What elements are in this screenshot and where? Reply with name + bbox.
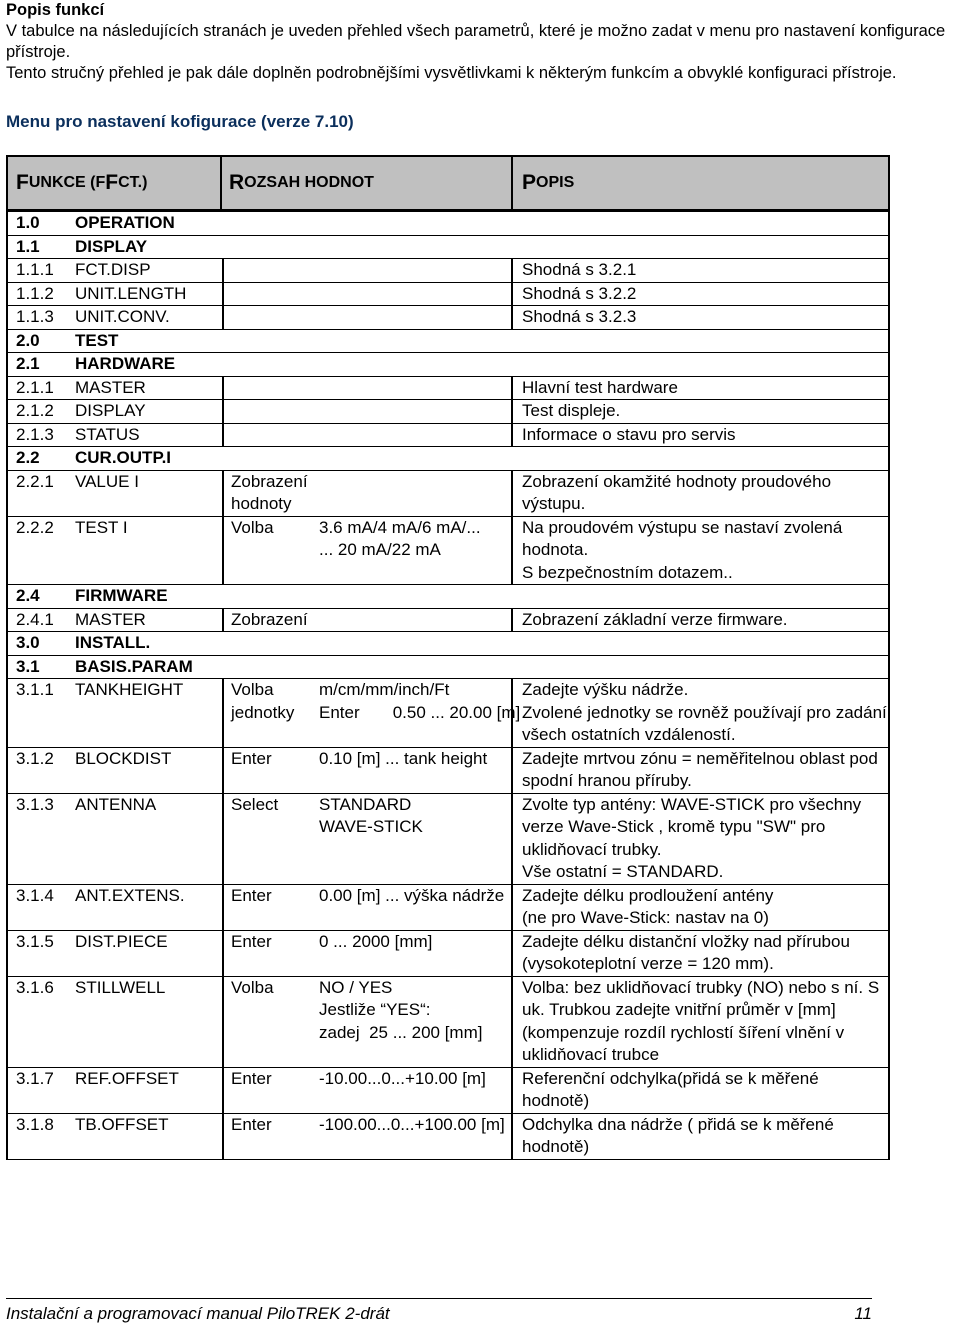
table-row [8, 794, 888, 885]
table-row [8, 885, 888, 931]
row-number: 2.2.2 [16, 517, 54, 537]
range-key [231, 400, 319, 423]
row-function: TANKHEIGHT [75, 680, 184, 699]
row-description: Na proudovém výstupu se nastaví zvolená hodnota. S bezpečnostním dotazem.. [522, 517, 843, 582]
row-range [222, 977, 513, 1067]
table-row [8, 679, 888, 748]
row-number: 1.1.1 [16, 260, 54, 279]
table-row [8, 236, 888, 260]
range-value [319, 609, 511, 632]
row-function: BASIS.PARAM [75, 656, 193, 676]
table-row [8, 1114, 888, 1160]
table-row [8, 306, 888, 330]
row-number: 2.1.2 [16, 401, 54, 420]
range-key [231, 259, 319, 282]
range-value [319, 471, 511, 516]
range-value: 0 ... 2000 [mm] [319, 931, 433, 951]
row-description [513, 236, 888, 259]
row-range [222, 447, 513, 470]
row-description: Informace o stavu pro servis [522, 424, 736, 444]
range-value [319, 306, 511, 329]
range-key: Volba [231, 977, 274, 997]
row-description: Odchylka dna nádrže ( přidá se k měřené hodnotě) [522, 1114, 834, 1156]
table-row [8, 609, 888, 633]
row-number: 1.0 [16, 213, 40, 232]
range-key: Select [231, 794, 279, 814]
row-description: Zadejte délku prodloužení antény (ne pro Wave-Stick: nastav na 0) [522, 885, 774, 927]
row-range [222, 306, 513, 329]
row-range [222, 885, 513, 930]
row-range [222, 517, 513, 585]
range-value: -10.00...0...+10.00 [m] [319, 1068, 486, 1088]
range-key: Enter [231, 748, 272, 768]
row-range [222, 931, 513, 976]
row-range [222, 353, 513, 376]
row-function: BLOCKDIST [75, 748, 172, 768]
table-header [8, 157, 888, 212]
row-range [222, 236, 513, 259]
range-value: NO / YES Jestliže “YES“: zadej 25 ... 200 [mm] [319, 977, 483, 1042]
range-value: -100.00...0...+100.00 [m] [319, 1114, 505, 1134]
row-description [513, 656, 888, 679]
table-row [8, 471, 888, 517]
row-number: 3.1.8 [16, 1114, 54, 1134]
row-function: MASTER [75, 377, 146, 397]
row-number: 2.1.1 [16, 377, 54, 397]
range-value: 3.6 mA/4 mA/6 mA/... ... 20 mA/22 mA [319, 517, 481, 559]
row-function: INSTALL. [75, 633, 151, 652]
range-key: Enter [231, 1068, 272, 1088]
row-description: Volba: bez uklidňovací trubky (NO) nebo s ní. S uk. Trubkou zadejte vnitřní průměr v [mm] (kompenzuje rozdíl rychlostí šíření vlnění v uklidňovací trubce [522, 977, 880, 1064]
row-number: 2.1.3 [16, 424, 54, 444]
row-function: STATUS [75, 424, 140, 444]
row-number: 2.4.1 [16, 609, 54, 629]
row-function: UNIT.CONV. [75, 307, 170, 326]
table-row [8, 259, 888, 283]
range-key: Volba jednotky [231, 680, 295, 722]
row-function: OPERATION [75, 213, 175, 232]
table-row [8, 1068, 888, 1114]
table-row [8, 330, 888, 354]
table-body [8, 212, 888, 1160]
table-row [8, 400, 888, 424]
intro-line-1: V tabulce na následujících stranách je uveden přehled všech parametrů, které je možno zadat v menu pro nastavení konfigurace přístroje. [6, 22, 946, 61]
row-function: DISPLAY [75, 401, 146, 420]
row-range [222, 283, 513, 306]
row-description: Zobrazení okamžité hodnoty proudového výstupu. [522, 471, 832, 513]
table-row [8, 977, 888, 1068]
row-range [222, 259, 513, 282]
row-number: 2.4 [16, 586, 40, 605]
row-function: STILLWELL [75, 977, 166, 997]
row-function: DISPLAY [75, 236, 148, 256]
row-number: 3.0 [16, 633, 40, 652]
row-function: TEST [75, 330, 119, 350]
row-range [222, 585, 513, 608]
row-description [513, 353, 888, 376]
range-value [319, 400, 511, 423]
row-function: VALUE I [75, 471, 139, 491]
range-value [319, 377, 511, 400]
row-range [222, 1068, 513, 1113]
row-description: Zvolte typ antény: WAVE-STICK pro všechny verze Wave-Stick , kromě typu "SW" pro uklidňovací trubky. Vše ostatní = STANDARD. [522, 794, 862, 881]
range-key [231, 377, 319, 400]
row-number: 3.1.6 [16, 977, 54, 997]
range-value [319, 259, 511, 282]
row-description: Hlavní test hardware [522, 377, 678, 397]
header-rozsah: R OZSAH HODNOT [222, 157, 513, 209]
row-function: TEST I [75, 517, 128, 537]
table-row [8, 283, 888, 307]
row-range [222, 400, 513, 423]
row-description: Zadejte výšku nádrže. Zvolené jednotky se rovněž používají pro zadání všech ostatních vzdáleností. [522, 680, 887, 744]
table-row [8, 931, 888, 977]
table-row [8, 377, 888, 401]
range-key: Enter [231, 931, 272, 951]
range-value: 0.00 [m] ... výška nádrže [319, 885, 505, 905]
row-range [222, 632, 513, 655]
table-row [8, 517, 888, 586]
row-function: MASTER [75, 609, 146, 629]
row-number: 3.1.2 [16, 748, 54, 768]
row-function: REF.OFFSET [75, 1068, 179, 1088]
row-function: CUR.OUTP.I [75, 448, 172, 467]
row-number: 3.1.1 [16, 680, 54, 699]
row-range [222, 424, 513, 447]
row-description [513, 212, 888, 235]
row-description: Test displeje. [522, 401, 621, 420]
range-key [231, 306, 319, 329]
range-value: m/cm/mm/inch/Ft Enter 0.50 ... 20.00 [m] [319, 680, 521, 722]
row-function: FIRMWARE [75, 586, 168, 605]
row-description [513, 447, 888, 470]
page-number: 11 [854, 1304, 872, 1323]
row-function: HARDWARE [75, 354, 176, 373]
table-row [8, 748, 888, 794]
intro-line-2: Tento stručný přehled je pak dále doplněn podrobnějšími vysvětlivkami k některým funkcím a obvyklé konfiguraci přístroje. [6, 64, 897, 82]
row-range [222, 748, 513, 793]
table-row [8, 424, 888, 448]
row-description: Referenční odchylka(přidá se k měřené hodnotě) [522, 1068, 819, 1110]
range-value: 0.10 [m] ... tank height [319, 748, 488, 768]
range-key: Zobrazení hodnoty [231, 471, 308, 513]
row-range [222, 377, 513, 400]
footer [6, 1304, 872, 1324]
range-key: Enter [231, 1114, 272, 1134]
row-range [222, 471, 513, 516]
header-funkce: F UNKCE (F F CT.) [8, 157, 222, 209]
row-description: Zobrazení základní verze firmware. [522, 609, 788, 629]
header-popis: P OPIS [522, 171, 575, 194]
row-function: DIST.PIECE [75, 931, 168, 951]
row-number: 2.2.1 [16, 471, 54, 491]
row-number: 1.1.2 [16, 283, 54, 303]
row-description: Zadejte délku distanční vložky nad přírubou (vysokoteplotní verze = 120 mm). [522, 931, 850, 973]
row-function: TB.OFFSET [75, 1114, 169, 1134]
range-key: Enter [231, 885, 272, 905]
row-function: UNIT.LENGTH [75, 283, 187, 303]
table-row [8, 212, 888, 236]
row-description [513, 585, 888, 608]
row-number: 3.1.5 [16, 931, 54, 951]
table-row [8, 447, 888, 471]
row-number: 1.1 [16, 236, 40, 256]
row-range [222, 330, 513, 353]
range-key [231, 283, 319, 306]
row-description: Zadejte mrtvou zónu = neměřitelnou oblast pod spodní hranou příruby. [522, 748, 878, 790]
range-key: Volba [231, 517, 274, 537]
range-value [319, 424, 511, 447]
menu-title: Menu pro nastavení kofigurace (verze 7.10) [6, 112, 354, 131]
row-function: ANTENNA [75, 794, 157, 814]
row-number: 2.0 [16, 330, 40, 350]
table-row [8, 656, 888, 680]
intro [6, 0, 951, 84]
row-description: Shodná s 3.2.2 [522, 283, 637, 303]
row-number: 1.1.3 [16, 307, 54, 326]
function-table [6, 155, 890, 1160]
row-description [513, 330, 888, 353]
range-value [319, 283, 511, 306]
range-key: Zobrazení [231, 609, 308, 629]
row-function: FCT.DISP [75, 260, 151, 279]
table-row [8, 353, 888, 377]
intro-heading: Popis funkcí [6, 1, 105, 19]
row-range [222, 212, 513, 235]
row-range [222, 656, 513, 679]
table-row [8, 632, 888, 656]
row-description: Shodná s 3.2.1 [522, 260, 637, 279]
row-range [222, 679, 521, 747]
footer-title: Instalační a programovací manual PiloTREK 2-drát [6, 1304, 390, 1323]
row-range [222, 609, 513, 632]
row-number: 3.1 [16, 656, 40, 676]
row-function: ANT.EXTENS. [75, 885, 185, 905]
row-number: 3.1.4 [16, 885, 54, 905]
row-number: 2.2 [16, 448, 40, 467]
row-number: 3.1.3 [16, 794, 54, 814]
table-row [8, 585, 888, 609]
row-description: Shodná s 3.2.3 [522, 307, 637, 326]
range-key [231, 424, 319, 447]
row-range [222, 1114, 513, 1159]
row-number: 3.1.7 [16, 1068, 54, 1088]
row-number: 2.1 [16, 354, 40, 373]
row-range [222, 794, 513, 884]
row-description [513, 632, 888, 655]
footer-divider [6, 1298, 872, 1299]
range-value: STANDARD WAVE-STICK [319, 794, 423, 836]
